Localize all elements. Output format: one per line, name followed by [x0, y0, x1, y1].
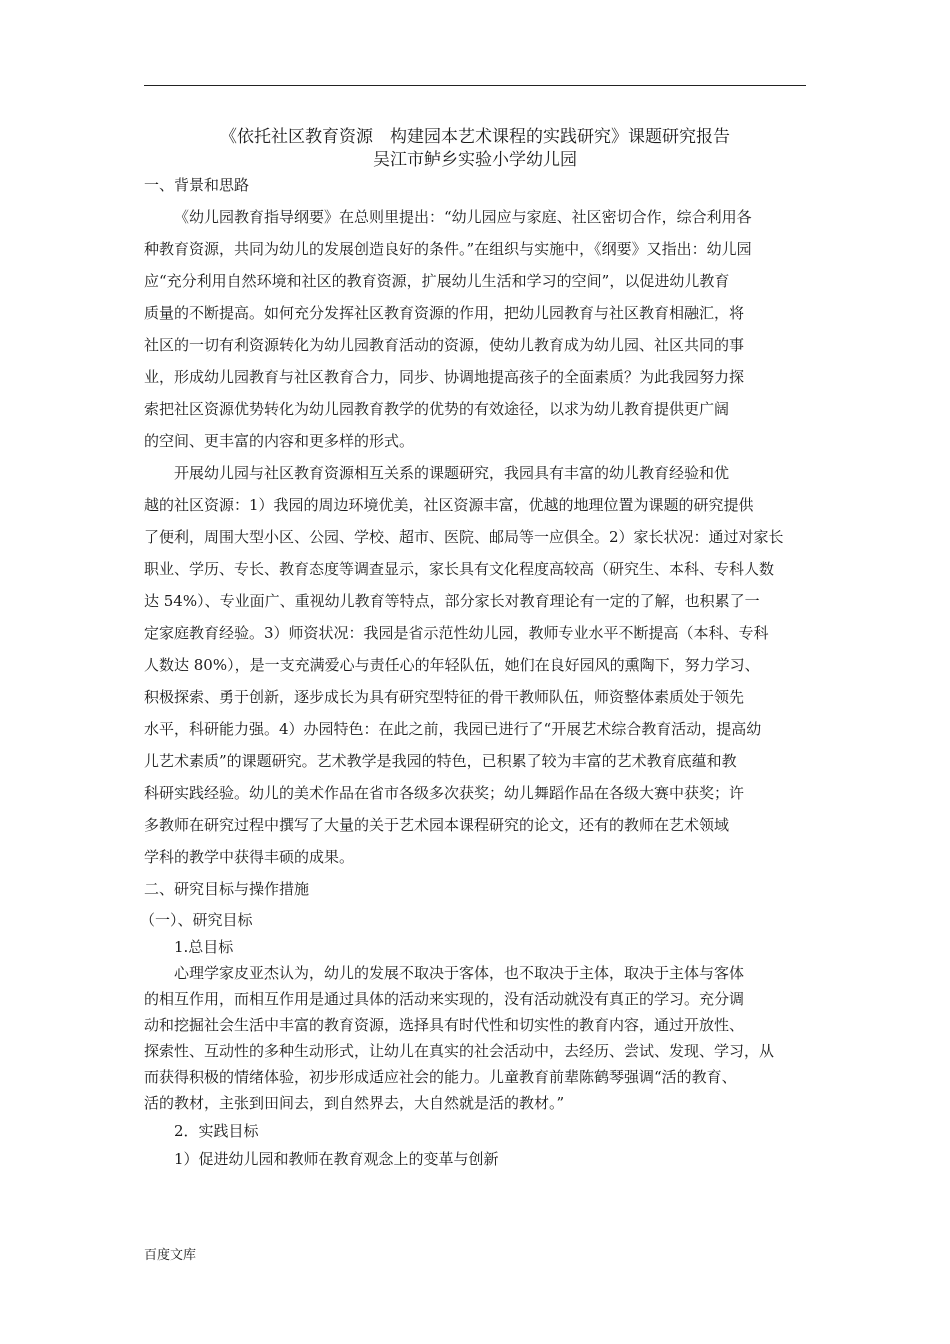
text-line: 积极探索、勇于创新，逐步成长为具有研究型特征的骨干教师队伍，师资整体素质处于领先	[144, 688, 745, 706]
text-line: 索把社区资源优势转化为幼儿园教育教学的优势的有效途径，以求为幼儿教育提供更广阔	[144, 400, 730, 418]
top-rule	[144, 85, 806, 86]
text-line: 多教师在研究过程中撰写了大量的关于艺术园本课程研究的论文，还有的教师在艺术领域	[144, 816, 730, 834]
text-line: 开展幼儿园与社区教育资源相互关系的课题研究，我园具有丰富的幼儿教育经验和优	[174, 464, 730, 482]
goal-item: 1）促进幼儿园和教师在教育观念上的变革与创新	[174, 1150, 499, 1168]
text-line: 定家庭教育经验。3）师资状况：我园是省示范性幼儿园，教师专业水平不断提高（本科、专科	[144, 624, 769, 642]
text-line: 质量的不断提高。如何充分发挥社区教育资源的作用，把幼儿园教育与社区教育相融汇，将	[144, 304, 745, 322]
text-line: 人数达 80%），是一支充满爱心与责任心的年轻队伍，她们在良好园风的熏陶下，努力学习、	[144, 656, 760, 674]
text-line: 种教育资源，共同为幼儿的发展创造良好的条件。”在组织与实施中，《纲要》又指出：幼儿园	[144, 240, 752, 258]
report-title: 《依托社区教育资源 构建园本艺术课程的实践研究》课题研究报告	[220, 127, 730, 147]
text-line: 活的教材，主张到田间去，到自然界去，大自然就是活的教材。”	[144, 1094, 565, 1112]
text-line: 而获得积极的情绪体验，初步形成适应社会的能力。儿童教育前辈陈鹤琴强调“活的教育、	[144, 1068, 737, 1086]
text-line: 社区的一切有利资源转化为幼儿园教育活动的资源，使幼儿教育成为幼儿园、社区共同的事	[144, 336, 745, 354]
text-line: 越的社区资源：1）我园的周边环境优美，社区资源丰富，优越的地理位置为课题的研究提供	[144, 496, 754, 514]
text-line: 了便利，周围大型小区、公园、学校、超市、医院、邮局等一应俱全。2）家长状况：通过对家长	[144, 528, 784, 546]
text-line: 达 54%）、专业面广、重视幼儿教育等特点，部分家长对教育理论有一定的了解，也积累了一	[144, 592, 760, 610]
text-line: 应“充分利用自然环境和社区的教育资源，扩展幼儿生活和学习的空间”，以促进幼儿教育	[144, 272, 730, 290]
goal-heading-practice: 2．实践目标	[174, 1122, 259, 1140]
text-line: 的空间、更丰富的内容和更多样的形式。	[144, 432, 415, 450]
section-heading-background: 一、背景和思路	[144, 176, 250, 194]
goal-heading-overall: 1.总目标	[174, 938, 234, 956]
text-line: 科研实践经验。幼儿的美术作品在省市各级多次获奖；幼儿舞蹈作品在各级大赛中获奖；许	[144, 784, 745, 802]
text-line: 水平，科研能力强。4）办园特色：在此之前，我园已进行了“开展艺术综合教育活动，提高幼	[144, 720, 762, 738]
text-line: 动和挖掘社会生活中丰富的教育资源，选择具有时代性和切实性的教育内容，通过开放性、	[144, 1016, 745, 1034]
text-line: 《幼儿园教育指导纲要》在总则里提出：“幼儿园应与家庭、社区密切合作，综合利用各	[174, 208, 752, 226]
section-heading-goals: 二、研究目标与操作措施	[144, 880, 310, 898]
report-subtitle: 吴江市鲈乡实验小学幼儿园	[373, 150, 577, 170]
subsection-heading-research-goals: （一）、研究目标	[140, 911, 253, 929]
text-line: 探索性、互动性的多种生动形式，让幼儿在真实的社会活动中，去经历、尝试、发现、学习，从	[144, 1042, 775, 1060]
text-line: 业，形成幼儿园教育与社区教育合力，同步、协调地提高孩子的全面素质？为此我园努力探	[144, 368, 745, 386]
text-line: 职业、学历、专长、教育态度等调查显示，家长具有文化程度高较高（研究生、本科、专科人数	[144, 560, 775, 578]
footer-source: 百度文库	[144, 1248, 197, 1263]
text-line: 儿艺术素质”的课题研究。艺术教学是我园的特色，已积累了较为丰富的艺术教育底蕴和教	[144, 752, 737, 770]
text-line: 的相互作用，而相互作用是通过具体的活动来实现的，没有活动就没有真正的学习。充分调	[144, 990, 745, 1008]
text-line: 心理学家皮亚杰认为，幼儿的发展不取决于客体，也不取决于主体，取决于主体与客体	[174, 964, 745, 982]
text-line: 学科的教学中获得丰硕的成果。	[144, 848, 355, 866]
